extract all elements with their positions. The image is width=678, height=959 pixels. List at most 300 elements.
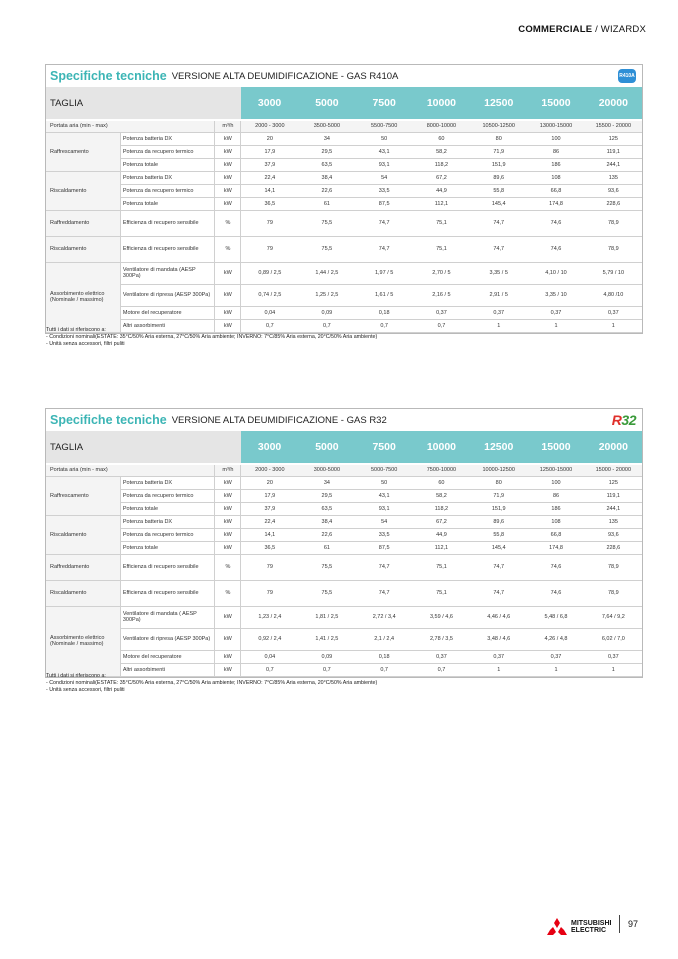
value-cell: 8000-10000	[413, 120, 470, 132]
value-cell: 74,6	[527, 236, 584, 262]
value-cell: 2,1 / 2,4	[356, 628, 413, 650]
table-row	[46, 197, 642, 210]
value-cell: 186	[527, 502, 584, 515]
row-label: Efficienza di recupero sensibile	[120, 236, 214, 262]
note-line: Tutti i dati si riferiscono a:	[46, 327, 106, 333]
row-label: Ventilatore di ripresa (AESP 300Pa)	[120, 284, 214, 306]
value-cell: 2000 - 3000	[241, 120, 298, 132]
value-cell: 174,8	[527, 541, 584, 554]
value-cell: 74,7	[356, 554, 413, 580]
row-label: Motore del recuperatore	[120, 306, 214, 319]
value-cell: 3,48 / 4,6	[470, 628, 527, 650]
unit-cell: kW	[215, 158, 241, 171]
note-line: Tutti i dati si riferiscono a:	[46, 673, 106, 679]
group-label: Raffreddamento	[46, 554, 120, 580]
value-cell: 119,1	[585, 489, 642, 502]
table-row	[46, 145, 642, 158]
r32-logo-r: R	[611, 412, 622, 428]
group-label-line: (Nominale / massimo)	[50, 297, 104, 303]
taglia-label: TAGLIA	[46, 431, 241, 464]
value-cell: 14,1	[241, 184, 298, 197]
value-cell: 1	[585, 663, 642, 676]
value-cell: 14,1	[241, 528, 298, 541]
value-cell: 74,7	[470, 236, 527, 262]
value-cell: 93,1	[356, 502, 413, 515]
table-row	[46, 184, 642, 197]
value-cell: 1	[470, 663, 527, 676]
row-label: Potenza da recupero termico	[120, 145, 214, 158]
value-cell: 0,92 / 2,4	[241, 628, 298, 650]
unit-cell: kW	[215, 132, 241, 145]
panel-title-bar	[46, 409, 642, 431]
value-cell: 79	[241, 236, 298, 262]
value-cell: 20	[241, 476, 298, 489]
value-cell: 22,4	[241, 171, 298, 184]
size-header: 15000	[527, 431, 584, 464]
table-row	[46, 650, 642, 663]
value-cell: 38,4	[298, 515, 355, 528]
value-cell: 79	[241, 210, 298, 236]
value-cell: 1	[527, 319, 584, 332]
value-cell: 186	[527, 158, 584, 171]
value-cell: 63,5	[298, 502, 355, 515]
value-cell: 54	[356, 171, 413, 184]
value-cell: 2,70 / 5	[413, 262, 470, 284]
value-cell: 0,09	[298, 306, 355, 319]
table-row	[46, 515, 642, 528]
size-header: 10000	[413, 87, 470, 120]
table-row	[46, 236, 642, 262]
value-cell: 44,9	[413, 184, 470, 197]
size-header: 3000	[241, 431, 298, 464]
size-header: 12500	[470, 87, 527, 120]
unit-cell: kW	[215, 489, 241, 502]
value-cell: 112,1	[413, 197, 470, 210]
value-cell: 1,81 / 2,5	[298, 606, 355, 628]
value-cell: 22,6	[298, 184, 355, 197]
size-header: 7500	[356, 431, 413, 464]
value-cell: 75,1	[413, 554, 470, 580]
value-cell: 1,41 / 2,5	[298, 628, 355, 650]
unit-cell: m³/h	[215, 464, 241, 476]
value-cell: 17,9	[241, 145, 298, 158]
value-cell: 75,5	[298, 236, 355, 262]
value-cell: 75,1	[413, 236, 470, 262]
value-cell: 75,1	[413, 210, 470, 236]
value-cell: 0,7	[413, 663, 470, 676]
unit-cell: kW	[215, 606, 241, 628]
value-cell: 78,9	[585, 580, 642, 606]
value-cell: 67,2	[413, 515, 470, 528]
value-cell: 74,7	[356, 580, 413, 606]
value-cell: 17,9	[241, 489, 298, 502]
value-cell: 0,7	[298, 319, 355, 332]
value-cell: 145,4	[470, 197, 527, 210]
value-cell: 1,44 / 2,5	[298, 262, 355, 284]
unit-cell: kW	[215, 502, 241, 515]
value-cell: 0,04	[241, 650, 298, 663]
value-cell: 1,97 / 5	[356, 262, 413, 284]
group-label	[46, 606, 120, 676]
value-cell: 60	[413, 132, 470, 145]
value-cell: 7500-10000	[413, 464, 470, 476]
row-label: Potenza batteria DX	[120, 132, 214, 145]
unit-cell: kW	[215, 650, 241, 663]
table-row	[46, 306, 642, 319]
value-cell: 4,26 / 4,8	[527, 628, 584, 650]
unit-cell: %	[215, 554, 241, 580]
table-row	[46, 171, 642, 184]
value-cell: 74,6	[527, 210, 584, 236]
r410a-badge-icon: R410A	[618, 69, 636, 83]
taglia-label: TAGLIA	[46, 87, 241, 120]
value-cell: 74,7	[470, 554, 527, 580]
unit-cell: kW	[215, 476, 241, 489]
value-cell: 33,5	[356, 184, 413, 197]
value-cell: 0,37	[470, 306, 527, 319]
unit-cell: kW	[215, 319, 241, 332]
row-label: Potenza totale	[120, 197, 214, 210]
note-line: - Condizioni nominali(ESTATE: 35°C/50% Aria esterna, 27°C/50% Aria ambiente; INVERNO: 7°C/85% Aria esterna, 20°C/50% Aria ambiente)	[46, 680, 378, 686]
row-label: Altri assorbimenti	[120, 319, 214, 332]
value-cell: 50	[356, 132, 413, 145]
group-label-line: (Nominale / massimo)	[50, 641, 104, 647]
value-cell: 22,4	[241, 515, 298, 528]
size-header: 12500	[470, 431, 527, 464]
table-row	[46, 528, 642, 541]
value-cell: 135	[585, 515, 642, 528]
row-label: Portata aria (min - max)	[46, 464, 215, 476]
value-cell: 7,64 / 9,2	[585, 606, 642, 628]
value-cell: 2000 - 3000	[241, 464, 298, 476]
table-row	[46, 489, 642, 502]
value-cell: 108	[527, 515, 584, 528]
value-cell: 33,5	[356, 528, 413, 541]
value-cell: 74,6	[527, 554, 584, 580]
size-header: 20000	[585, 431, 642, 464]
size-header: 20000	[585, 87, 642, 120]
value-cell: 2,72 / 3,4	[356, 606, 413, 628]
unit-cell: kW	[215, 284, 241, 306]
value-cell: 75,5	[298, 554, 355, 580]
value-cell: 58,2	[413, 489, 470, 502]
group-label: Raffreddamento	[46, 210, 120, 236]
value-cell: 0,7	[241, 319, 298, 332]
table-row	[46, 464, 642, 476]
value-cell: 80	[470, 476, 527, 489]
page-number: 97	[628, 919, 639, 929]
value-cell: 118,2	[413, 158, 470, 171]
value-cell: 37,9	[241, 158, 298, 171]
group-label: Riscaldamento	[46, 580, 120, 606]
value-cell: 4,80 /10	[585, 284, 642, 306]
value-cell: 43,1	[356, 145, 413, 158]
value-cell: 0,09	[298, 650, 355, 663]
unit-cell: kW	[215, 541, 241, 554]
value-cell: 12500-15000	[527, 464, 584, 476]
group-label	[46, 262, 120, 332]
value-cell: 0,7	[413, 319, 470, 332]
value-cell: 0,37	[413, 306, 470, 319]
value-cell: 145,4	[470, 541, 527, 554]
table-row	[46, 628, 642, 650]
value-cell: 20	[241, 132, 298, 145]
value-cell: 10500-12500	[470, 120, 527, 132]
value-cell: 3,35 / 10	[527, 284, 584, 306]
table-header-row	[46, 431, 642, 464]
value-cell: 1	[470, 319, 527, 332]
value-cell: 34	[298, 132, 355, 145]
row-label: Potenza totale	[120, 502, 214, 515]
value-cell: 0,7	[356, 319, 413, 332]
value-cell: 36,5	[241, 197, 298, 210]
value-cell: 75,5	[298, 210, 355, 236]
group-label: Riscaldamento	[46, 515, 120, 554]
size-header: 7500	[356, 87, 413, 120]
section-header-rest: / WIZARDX	[592, 24, 646, 35]
unit-cell: kW	[215, 515, 241, 528]
value-cell: 0,37	[413, 650, 470, 663]
row-label: Potenza da recupero termico	[120, 489, 214, 502]
value-cell: 67,2	[413, 171, 470, 184]
size-header: 10000	[413, 431, 470, 464]
value-cell: 22,6	[298, 528, 355, 541]
row-label: Altri assorbimenti	[120, 663, 214, 676]
group-label-line: Assorbimento elettrico	[50, 291, 105, 297]
value-cell: 5,79 / 10	[585, 262, 642, 284]
panel-title-bar	[46, 65, 642, 87]
unit-cell: kW	[215, 306, 241, 319]
table-row	[46, 580, 642, 606]
mitsubishi-electric-logo	[547, 918, 611, 936]
unit-cell: kW	[215, 628, 241, 650]
size-header: 3000	[241, 87, 298, 120]
row-label: Potenza batteria DX	[120, 171, 214, 184]
value-cell: 0,37	[585, 650, 642, 663]
table-row	[46, 502, 642, 515]
value-cell: 5500-7500	[356, 120, 413, 132]
value-cell: 1	[527, 663, 584, 676]
note-line: - Unità senza accessori, filtri puliti	[46, 341, 125, 347]
brand-line-1: MITSUBISHI	[571, 920, 612, 927]
value-cell: 75,5	[298, 580, 355, 606]
row-label: Potenza batteria DX	[120, 476, 214, 489]
value-cell: 0,18	[356, 650, 413, 663]
value-cell: 71,9	[470, 489, 527, 502]
r32-logo-number: 32	[621, 412, 636, 428]
value-cell: 2,91 / 5	[470, 284, 527, 306]
value-cell: 0,04	[241, 306, 298, 319]
spec-panel-r410a	[45, 64, 643, 334]
row-label: Potenza da recupero termico	[120, 184, 214, 197]
value-cell: 3000-5000	[298, 464, 355, 476]
unit-cell: %	[215, 580, 241, 606]
section-header	[518, 24, 646, 35]
value-cell: 61	[298, 541, 355, 554]
value-cell: 5,48 / 6,8	[527, 606, 584, 628]
row-label: Efficienza di recupero sensibile	[120, 554, 214, 580]
value-cell: 87,5	[356, 197, 413, 210]
value-cell: 93,6	[585, 184, 642, 197]
table-row	[46, 120, 642, 132]
row-label: Ventilatore di mandata (AESP 300Pa)	[120, 262, 214, 284]
value-cell: 29,5	[298, 489, 355, 502]
value-cell: 0,37	[527, 650, 584, 663]
unit-cell: kW	[215, 528, 241, 541]
value-cell: 244,1	[585, 502, 642, 515]
value-cell: 71,9	[470, 145, 527, 158]
value-cell: 74,7	[470, 210, 527, 236]
value-cell: 0,37	[527, 306, 584, 319]
value-cell: 108	[527, 171, 584, 184]
value-cell: 1,25 / 2,5	[298, 284, 355, 306]
value-cell: 0,7	[356, 663, 413, 676]
unit-cell: kW	[215, 197, 241, 210]
value-cell: 0,89 / 2,5	[241, 262, 298, 284]
value-cell: 100	[527, 476, 584, 489]
footer-divider	[619, 915, 620, 933]
value-cell: 86	[527, 489, 584, 502]
value-cell: 79	[241, 554, 298, 580]
value-cell: 87,5	[356, 541, 413, 554]
r32-logo-icon	[612, 412, 636, 428]
group-label: Riscaldamento	[46, 171, 120, 210]
row-label: Efficienza di recupero sensibile	[120, 580, 214, 606]
value-cell: 2,16 / 5	[413, 284, 470, 306]
row-label: Potenza batteria DX	[120, 515, 214, 528]
table-row	[46, 554, 642, 580]
value-cell: 125	[585, 476, 642, 489]
section-header-strong: COMMERCIALE	[518, 24, 593, 35]
mitsubishi-diamonds-icon	[547, 918, 567, 936]
value-cell: 29,5	[298, 145, 355, 158]
value-cell: 43,1	[356, 489, 413, 502]
value-cell: 61	[298, 197, 355, 210]
unit-cell: kW	[215, 171, 241, 184]
value-cell: 228,6	[585, 197, 642, 210]
table-row	[46, 284, 642, 306]
row-label: Efficienza di recupero sensibile	[120, 210, 214, 236]
row-label: Portata aria (min - max)	[46, 120, 215, 132]
row-label: Ventilatore di ripresa (AESP 300Pa)	[120, 628, 214, 650]
spec-table	[46, 431, 642, 677]
value-cell: 66,8	[527, 528, 584, 541]
spec-table	[46, 87, 642, 333]
value-cell: 3500-5000	[298, 120, 355, 132]
unit-cell: m³/h	[215, 120, 241, 132]
value-cell: 89,6	[470, 515, 527, 528]
table-row	[46, 210, 642, 236]
value-cell: 5000-7500	[356, 464, 413, 476]
value-cell: 74,7	[470, 580, 527, 606]
group-label-line: Assorbimento elettrico	[50, 635, 105, 641]
size-header: 15000	[527, 87, 584, 120]
size-header: 5000	[298, 87, 355, 120]
value-cell: 78,9	[585, 554, 642, 580]
group-label: Raffrescamento	[46, 476, 120, 515]
unit-cell: kW	[215, 145, 241, 158]
value-cell: 0,37	[470, 650, 527, 663]
value-cell: 151,9	[470, 158, 527, 171]
value-cell: 86	[527, 145, 584, 158]
value-cell: 6,02 / 7,0	[585, 628, 642, 650]
group-label: Raffrescamento	[46, 132, 120, 171]
value-cell: 0,37	[585, 306, 642, 319]
value-cell: 93,6	[585, 528, 642, 541]
note-line: - Unità senza accessori, filtri puliti	[46, 687, 125, 693]
unit-cell: %	[215, 236, 241, 262]
value-cell: 3,35 / 5	[470, 262, 527, 284]
notes-r410a	[46, 327, 377, 348]
table-row	[46, 476, 642, 489]
table-row	[46, 158, 642, 171]
value-cell: 55,8	[470, 184, 527, 197]
panel-title: Specifiche tecniche	[50, 413, 167, 427]
value-cell: 119,1	[585, 145, 642, 158]
value-cell: 15500 - 20000	[585, 120, 642, 132]
panel-subtitle: VERSIONE ALTA DEUMIDIFICAZIONE - GAS R410A	[171, 70, 399, 82]
unit-cell: kW	[215, 184, 241, 197]
value-cell: 15000 - 20000	[585, 464, 642, 476]
value-cell: 36,5	[241, 541, 298, 554]
value-cell: 10000-12500	[470, 464, 527, 476]
value-cell: 174,8	[527, 197, 584, 210]
group-label: Riscaldamento	[46, 236, 120, 262]
spec-panel-r32	[45, 408, 643, 678]
table-row	[46, 541, 642, 554]
table-row	[46, 262, 642, 284]
notes-r32	[46, 673, 377, 694]
value-cell: 1,23 / 2,4	[241, 606, 298, 628]
unit-cell: kW	[215, 262, 241, 284]
value-cell: 78,9	[585, 236, 642, 262]
value-cell: 38,4	[298, 171, 355, 184]
value-cell: 74,7	[356, 236, 413, 262]
value-cell: 74,7	[356, 210, 413, 236]
value-cell: 34	[298, 476, 355, 489]
value-cell: 78,9	[585, 210, 642, 236]
value-cell: 44,9	[413, 528, 470, 541]
panel-title: Specifiche tecniche	[50, 69, 167, 83]
row-label: Potenza totale	[120, 158, 214, 171]
value-cell: 1	[585, 319, 642, 332]
value-cell: 112,1	[413, 541, 470, 554]
value-cell: 66,8	[527, 184, 584, 197]
value-cell: 118,2	[413, 502, 470, 515]
value-cell: 75,1	[413, 580, 470, 606]
value-cell: 244,1	[585, 158, 642, 171]
unit-cell: kW	[215, 663, 241, 676]
row-label: Potenza totale	[120, 541, 214, 554]
value-cell: 135	[585, 171, 642, 184]
table-row	[46, 132, 642, 145]
value-cell: 228,6	[585, 541, 642, 554]
value-cell: 0,74 / 2,5	[241, 284, 298, 306]
note-line: - Condizioni nominali(ESTATE: 35°C/50% Aria esterna, 27°C/50% Aria ambiente; INVERNO: 7°C/85% Aria esterna, 20°C/50% Aria ambiente)	[46, 334, 378, 340]
value-cell: 37,9	[241, 502, 298, 515]
value-cell: 13000-15000	[527, 120, 584, 132]
value-cell: 50	[356, 476, 413, 489]
value-cell: 60	[413, 476, 470, 489]
value-cell: 0,7	[298, 663, 355, 676]
brand-line-2: ELECTRIC	[571, 927, 606, 934]
row-label: Ventilatore di mandata ( AESP 300Pa)	[120, 606, 214, 628]
value-cell: 125	[585, 132, 642, 145]
size-header: 5000	[298, 431, 355, 464]
value-cell: 74,6	[527, 580, 584, 606]
table-header-row	[46, 87, 642, 120]
table-row	[46, 606, 642, 628]
